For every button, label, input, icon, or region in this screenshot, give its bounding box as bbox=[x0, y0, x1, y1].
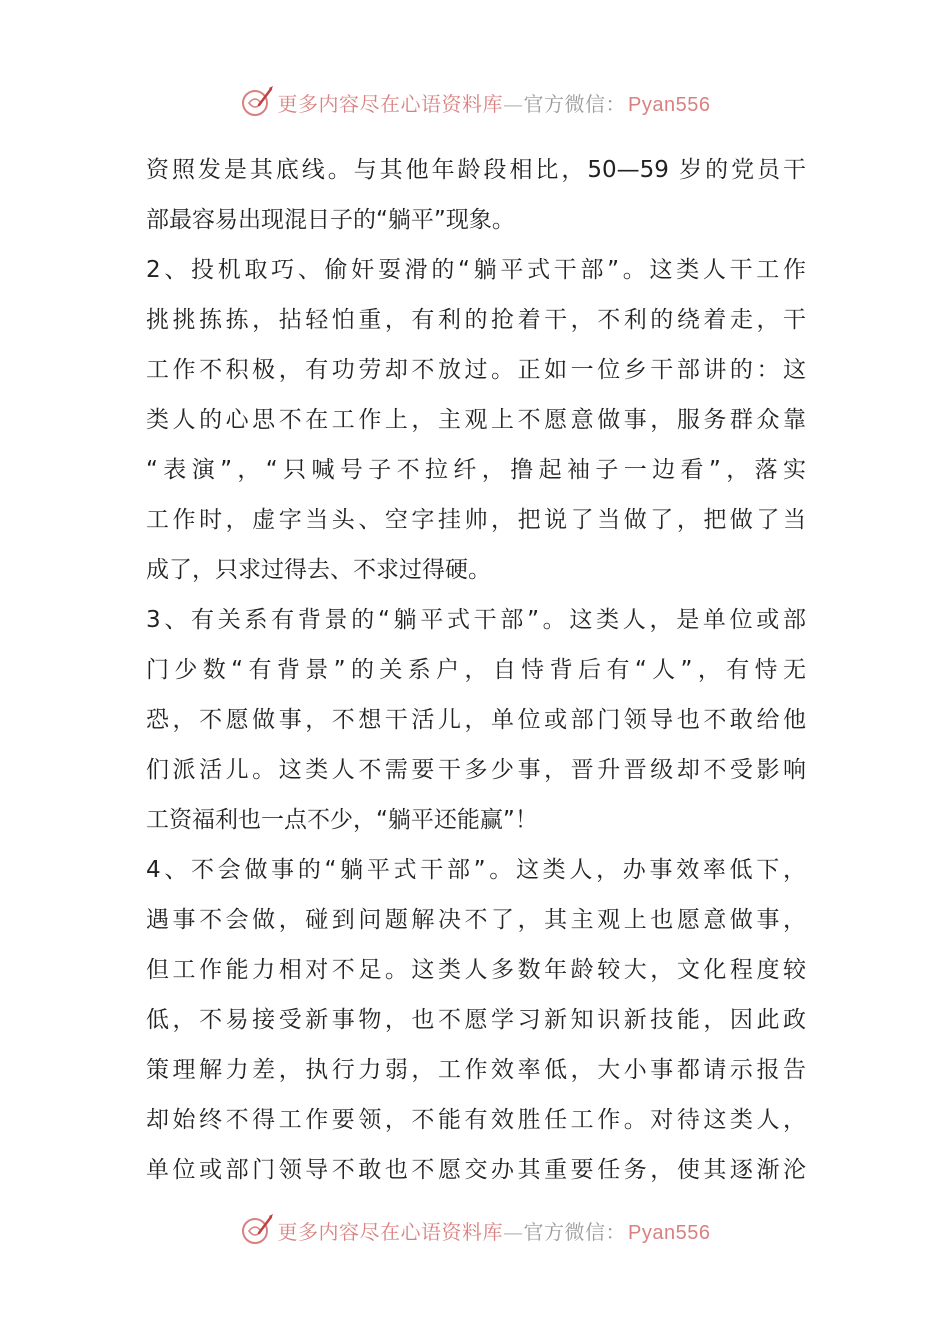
text-line: 挑挑拣拣，拈轻怕重，有利的抢着干，不利的绕着走，干 bbox=[146, 307, 806, 333]
text-line: 门少数“有背景”的关系户，自恃背后有“人”，有恃无 bbox=[146, 657, 806, 683]
footer-watermark-banner bbox=[0, 1210, 950, 1250]
pen-heart-logo-icon bbox=[240, 1213, 274, 1247]
banner-dash: — bbox=[503, 1219, 524, 1244]
header-watermark-banner bbox=[0, 82, 950, 122]
text-line: 工作时，虚字当头、空字挂帅，把说了当做了，把做了当 bbox=[146, 507, 806, 533]
pen-heart-logo-icon bbox=[240, 85, 274, 119]
banner-main-text: 更多内容尽在心语资料库 bbox=[277, 1219, 504, 1244]
paragraph bbox=[146, 595, 806, 845]
banner-label: 官方微信： bbox=[523, 91, 627, 116]
paragraph bbox=[146, 245, 806, 595]
text-line: 成了，只求过得去、不求过得硬。 bbox=[146, 557, 491, 583]
text-line: 2、投机取巧、偷奸耍滑的“躺平式干部”。这类人干工作 bbox=[146, 257, 806, 283]
text-line: 部最容易出现混日子的“躺平”现象。 bbox=[146, 207, 515, 233]
paragraph bbox=[146, 145, 806, 245]
text-line: 类人的心思不在工作上，主观上不愿意做事，服务群众靠 bbox=[146, 407, 806, 433]
paragraph bbox=[146, 845, 806, 1195]
text-line: 低，不易接受新事物，也不愿学习新知识新技能，因此政 bbox=[146, 1007, 806, 1033]
document-body bbox=[146, 145, 806, 1195]
banner-label: 官方微信： bbox=[523, 1219, 627, 1244]
banner-wechat-id: Pyan556 bbox=[628, 93, 711, 116]
text-line: 却始终不得工作要领，不能有效胜任工作。对待这类人， bbox=[146, 1107, 806, 1133]
text-line: 工作不积极，有功劳却不放过。正如一位乡干部讲的：这 bbox=[146, 357, 806, 383]
text-line: 恐，不愿做事，不想干活儿，单位或部门领导也不敢给他 bbox=[146, 707, 806, 733]
text-line: 策理解力差，执行力弱，工作效率低，大小事都请示报告 bbox=[146, 1057, 806, 1083]
banner-wechat-id: Pyan556 bbox=[628, 1221, 711, 1244]
text-line: 遇事不会做，碰到问题解决不了，其主观上也愿意做事， bbox=[146, 907, 806, 933]
text-line: 4、不会做事的“躺平式干部”。这类人，办事效率低下， bbox=[146, 857, 806, 883]
text-line: “表演”，“只喊号子不拉纤，撸起袖子一边看”，落实 bbox=[146, 457, 806, 483]
banner-dash: — bbox=[503, 91, 524, 116]
text-line: 们派活儿。这类人不需要干多少事，晋升晋级却不受影响 bbox=[146, 757, 806, 783]
text-line: 单位或部门领导不敢也不愿交办其重要任务，使其逐渐沦 bbox=[146, 1157, 806, 1183]
text-line: 工资福利也一点不少，“躺平还能赢”！ bbox=[146, 807, 538, 833]
banner-text bbox=[278, 88, 711, 117]
banner-main-text: 更多内容尽在心语资料库 bbox=[277, 91, 504, 116]
banner-text bbox=[278, 1216, 711, 1245]
text-line: 3、有关系有背景的“躺平式干部”。这类人，是单位或部 bbox=[146, 607, 806, 633]
text-line: 资照发是其底线。与其他年龄段相比，50—59 岁的党员干 bbox=[146, 157, 806, 183]
text-line: 但工作能力相对不足。这类人多数年龄较大，文化程度较 bbox=[146, 957, 806, 983]
